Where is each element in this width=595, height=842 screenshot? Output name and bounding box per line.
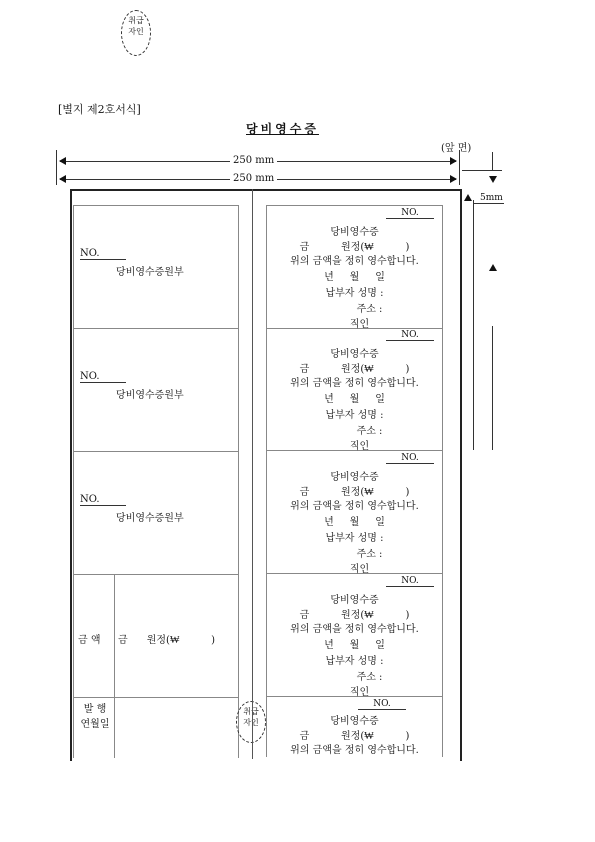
receipt-occupation: 직인 (349, 441, 370, 452)
receipt-title: 당비영수증 (330, 595, 379, 606)
receipt-statement: 위의 금액을 정히 영수합니다. (290, 256, 419, 267)
receipt-payer: 납부자 성명 : (325, 533, 384, 544)
receipt-date: 년 월 일 (324, 272, 385, 283)
margin-tick (492, 152, 493, 170)
stub-row-3 (73, 451, 239, 575)
dimension-width-outer: 250 mm (230, 155, 277, 166)
handler-seal-top (121, 10, 151, 56)
arrow-right-icon (450, 157, 457, 165)
extension-tick (459, 150, 460, 185)
receipt-statement: 위의 금액을 정히 영수합니다. (290, 378, 419, 389)
amount-label: 금 액 (78, 635, 101, 646)
stub-row-2 (73, 328, 239, 452)
receipt-title: 당비영수증 (330, 716, 379, 727)
stub-title: 당비영수증원부 (116, 513, 184, 524)
arrow-down-icon (489, 176, 497, 183)
receipt-date: 년 월 일 (324, 394, 385, 405)
arrow-up-icon (464, 194, 472, 201)
receipt-1 (266, 205, 443, 329)
receipt-5 (266, 697, 443, 757)
receipt-3 (266, 451, 443, 574)
receipt-title: 당비영수증 (330, 227, 379, 238)
receipt-occupation: 직인 (349, 687, 370, 698)
arrow-up-icon (489, 264, 497, 271)
receipt-amount: 금 원정(₩ ) (299, 610, 410, 621)
receipt-address: 주소 : (356, 672, 383, 683)
divider (114, 575, 115, 697)
receipt-amount: 금 원정(₩ ) (299, 731, 410, 742)
stub-row-1 (73, 205, 239, 329)
issue-date-label: 발 행 연월일 (80, 704, 110, 730)
amount-value: 금 원정(₩ ) (118, 635, 216, 646)
stub-issue-row (73, 697, 239, 758)
receipt-address: 주소 : (356, 426, 383, 437)
receipt-payer: 납부자 성명 : (325, 288, 384, 299)
arrow-left-icon (59, 157, 66, 165)
receipt-no: NO. (358, 699, 406, 710)
receipt-address: 주소 : (356, 549, 383, 560)
stub-title: 당비영수증원부 (116, 390, 184, 401)
receipt-occupation: 직인 (349, 564, 370, 575)
margin-line (462, 170, 502, 171)
side-label: (앞 면) (441, 143, 472, 154)
stub-no: NO. (80, 494, 126, 506)
receipt-date: 년 월 일 (324, 640, 385, 651)
handler-seal-middle (236, 701, 266, 743)
receipt-statement: 위의 금액을 정히 영수합니다. (290, 624, 419, 635)
receipt-2 (266, 328, 443, 451)
seal-top-text: 취급 자인 (128, 16, 144, 36)
form-label: [별지 제2호서식] (58, 103, 141, 116)
extension-tick (56, 150, 57, 185)
receipt-no: NO. (386, 208, 434, 219)
receipt-no: NO. (386, 453, 434, 464)
receipt-occupation: 직인 (349, 319, 370, 330)
margin-label: 5mm (480, 193, 503, 203)
receipt-amount: 금 원정(₩ ) (299, 487, 410, 498)
receipt-statement: 위의 금액을 정히 영수합니다. (290, 745, 419, 756)
receipt-amount: 금 원정(₩ ) (299, 364, 410, 375)
receipt-title: 당비영수증 (330, 349, 379, 360)
receipt-address: 주소 : (356, 304, 383, 315)
height-line (492, 326, 493, 450)
dimension-width-inner: 250 mm (230, 173, 277, 184)
page-title: 당비영수증 (246, 122, 319, 136)
seal-middle-text: 취급 자인 (243, 707, 259, 727)
receipt-4 (266, 574, 443, 697)
margin-line (474, 203, 504, 204)
receipt-amount: 금 원정(₩ ) (299, 242, 410, 253)
receipt-title: 당비영수증 (330, 472, 379, 483)
stub-no: NO. (80, 248, 126, 260)
stub-amount-row (73, 574, 239, 698)
height-line (473, 200, 474, 450)
receipt-payer: 납부자 성명 : (325, 410, 384, 421)
arrow-right-icon (450, 175, 457, 183)
perforation-line (252, 189, 253, 759)
receipt-payer: 납부자 성명 : (325, 656, 384, 667)
arrow-left-icon (59, 175, 66, 183)
receipt-no: NO. (386, 330, 434, 341)
divider (114, 698, 115, 758)
receipt-statement: 위의 금액을 정히 영수합니다. (290, 501, 419, 512)
receipt-no: NO. (386, 576, 434, 587)
stub-no: NO. (80, 371, 126, 383)
stub-title: 당비영수증원부 (116, 267, 184, 278)
receipt-date: 년 월 일 (324, 517, 385, 528)
